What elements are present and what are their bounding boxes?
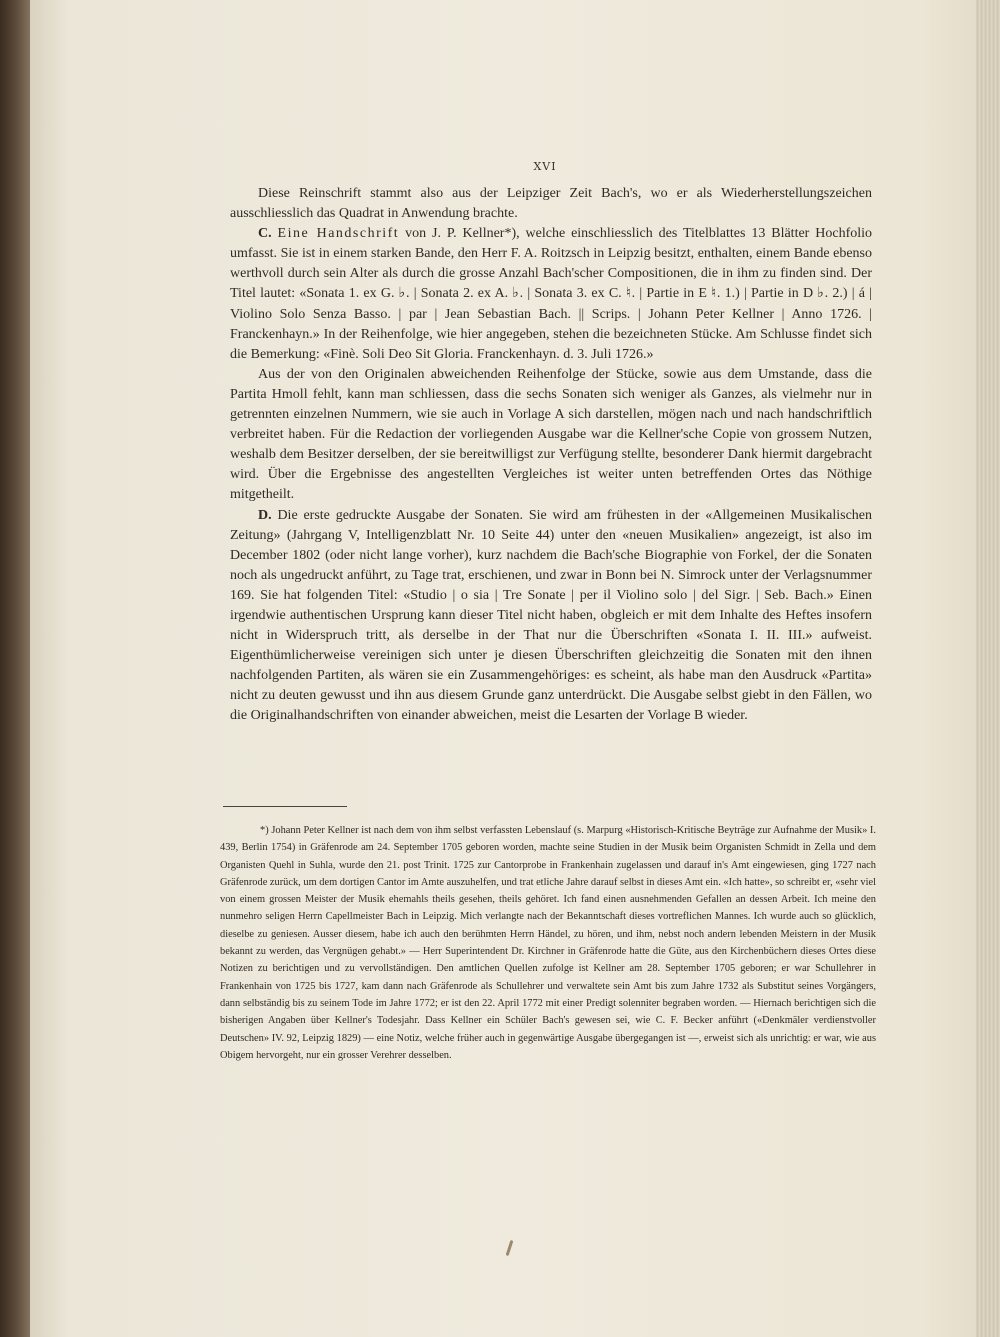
section-mark: C.: [258, 226, 272, 242]
section-mark: D.: [258, 507, 272, 523]
paragraph-text: von J. P. Kellner*), welche einschliesslich des Titelblattes 13 Blätter Hochfolio umfasst. Sie ist in einem starken Bande, den Herr F. A. Roitzsch in Leipzig besitzt, enthalten, einem Bande ebenso werthvoll durch sein Alter als durch die grosse Anzahl Bach'scher Compositionen, die in ihm zu finden sind. Der Titel lautet: «Sonata 1. ex G. ♭. | Sonata 2. ex A. ♭. | Sonata 3. ex C. ♮. | Partie in E ♮. 1.) | Partie in D ♭. 2.) | á | Violino Solo Senza Basso. | par | Jean Sebastian Bach. || Scrips. | Johann Peter Kellner | Anno 1726. | Franckenhayn.» In der Reihenfolge, wie hier angegeben, stehen die bezeichneten Stücke. Am Schlusse findet sich die Bemerkung: «Finè. Soli Deo Sit Gloria. Franckenhayn. d. 3. Juli 1726.»: [230, 226, 873, 362]
spaced-heading: Eine Handschrift: [277, 226, 400, 242]
page-number: XVI: [533, 160, 557, 173]
paragraph-1: [230, 184, 872, 224]
paragraph-text: Die erste gedruckte Ausgabe der Sonaten. Sie wird am frühesten in der «Allgemeinen Musikalischen Zeitung» (Jahrgang V, Intelligenzblatt Nr. 10 Seite 44) unter den «neuen Musikalien» angezeigt, ist also im December 1802 (oder nicht lange vorher), kurz nachdem die Bach'sche Biographie von Forkel, der die Sonaten noch als ungedruckt anführt, zu Tage trat, erschienen, und zwar in Bonn bei N. Simrock unter der Verlagsnummer 169. Sie hat folgenden Titel: «Studio | o sia | Tre Sonate | per il Violino solo | del Sigr. | Seb. Bach.» Einen irgendwie authentischen Ursprung kann dieser Titel nicht haben, obgleich er mit dem Inhalte des Heftes insofern nicht in Widerspruch tritt, als derselbe in der That nur die Überschriften «Sonata I. II. III.» aufweist. Eigenthümlicherweise vereinigen sich unter je diesen Überschriften gleichzeitig die Sonaten mit den ihnen nachfolgenden Partiten, als wären sie ein Zusammengehöriges: es scheint, als habe man den Ausdruck «Partita» nicht zu deuten gewusst und ihn aus diesem Grunde ganz unterdrückt. Die Ausgabe selbst giebt in den Fällen, wo die Originalhandschriften von einander abweichen, meist die Lesarten der Vorlage B wieder.: [230, 507, 872, 724]
page-edge: [976, 0, 1000, 1337]
footnote: *) Johann Peter Kellner ist nach dem von ihm selbst verfassten Lebenslauf (s. Marpurg «Historisch-Kritische Beyträge zur Aufnahme der Musik» I. 439, Berlin 1754) in Gräfenrode am 24. September 1705 geboren worden, machte seine Studien in der Musik beim Organisten Schmidt in Zella und dem Organisten Quehl in Suhla, wurde den 21. post Trinit. 1725 zur Cantorprobe in Frankenhain zugelassen und darauf in's Amt eingewiesen, ging 1727 nach Gräfenrode zurück, um dem dortigen Cantor im Amte auszuhelfen, und trat etliche Jahre darauf selbst in dieses Amt ein. «Ich hatte», so schreibt er, «sehr viel von einem grossen Meister der Musik ehemahls theils gesehen, theils gehöret. Ich fand einen ausnehmenden Gefallen an dessen Arbeit. Ich meine den nunmehro seligen Herrn Capellmeister Bach in Leipzig. Mich verlangte nach der Bekanntschaft dieses vortreflichen Mannes. Ich wurde auch so glücklich, dieselbe zu geniesen. Ausser diesem, habe ich auch den berühmten Herrn Händel, zu hören, und ihm, nebst noch andern lebenden Meistern in der Musik bekannt zu werden, das Vergnügen gehabt.» — Herr Superintendent Dr. Kirchner in Gräfenrode hatte die Güte, aus den Kirchenbüchern dieses Ortes diese Notizen zu berichtigen und zu vervollständigen. Den amtlichen Quellen zufolge ist Kellner am 28. September 1705 geboren; er war Schullehrer in Frankenhain von 1725 bis 1727, kam dann nach Gräfenrode als Schullehrer und verwaltete sein Amt bis zum Jahre 1732 als Substitut seines Vorgängers, dann selbständig bis zu seinem Tode im Jahre 1772; er ist den 22. April 1772 mit einer Predigt solenniter begraben worden. — Hiernach berichtigen sich die bisherigen Angaben über Kellner's Todesjahr. Dass Kellner ein Schüler Bach's gewesen sei, wie C. F. Becker anführt («Denkmäler verdienstvoller Deutschen» IV. 92, Leipzig 1829) — eine Notiz, welche früher auch in gegenwärtige Ausgabe übergegangen ist —, erweist sich als unrichtig: er war, wie aus Obigem hervorgeht, nur ein grosser Verehrer desselben.: [220, 825, 876, 1061]
paragraph-2: [230, 224, 872, 365]
footnote-rule: [223, 806, 347, 807]
paragraph-3: [230, 365, 872, 506]
paragraph-4: [230, 506, 872, 727]
main-text: [230, 184, 872, 727]
paragraph-text: Diese Reinschrift stammt also aus der Leipziger Zeit Bach's, wo er als Wiederherstellungszeichen ausschliesslich das Quadrat in Anwendung brachte.: [230, 186, 872, 222]
paragraph-text: Aus der von den Originalen abweichenden Reihenfolge der Stücke, sowie aus dem Umstande, dass die Partita Hmoll fehlt, kann man schliessen, dass die sechs Sonaten sich weniger als Ganzes, als vielmehr nur in getrennten einzelnen Nummern, wie sie auch in Vorlage A sich darstellen, mögen nach und nach handschriftlich verbreitet haben. Für die Redaction der vorliegenden Ausgabe war die Kellner'sche Copie von grossem Nutzen, weshalb dem Besitzer derselben, der sie bereitwilligst zur Verfügung stellte, besonderer Dank hiermit dargebracht wird. Über die Ergebnisse des angestellten Vergleiches ist weiter unten betreffenden Ortes das Nöthige mitgetheilt.: [230, 366, 872, 503]
